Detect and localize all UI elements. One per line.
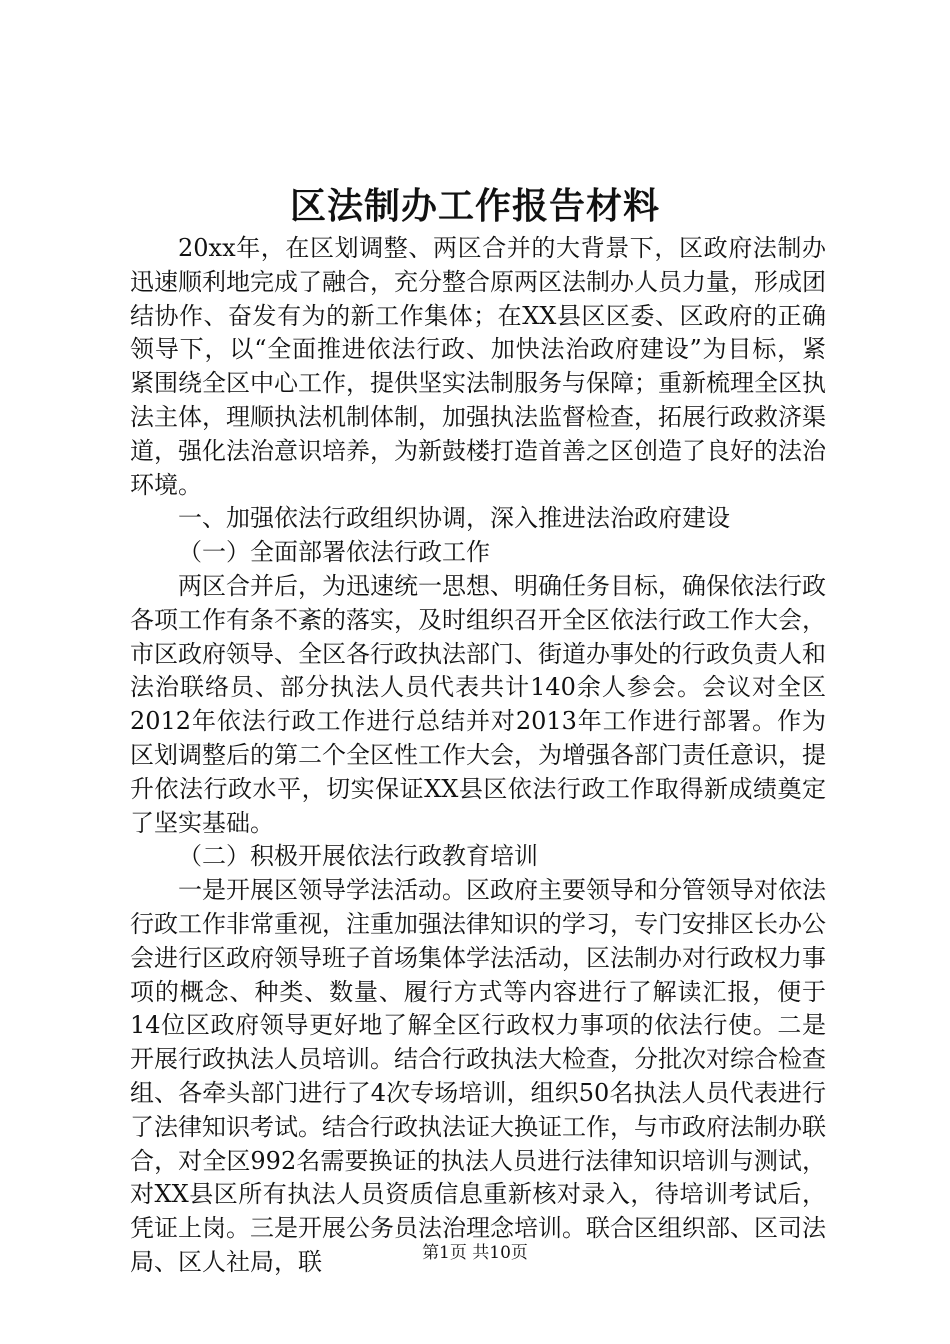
document-title: 区法制办工作报告材料 bbox=[289, 185, 660, 227]
paragraph-deployment: 两区合并后，为迅速统一思想、明确任务目标，确保依法行政各项工作有条不紊的落实，及时组织召开全区依法行政工作大会，市区政府领导、全区各行政执法部门、街道办事处的行政负责人和法治联络员、部分执法人员代表共计140余人参会。会议对全区2012年依法行政工作进行总结并对2013年工作进行部署。作为区划调整后的第二个全区性工作大会，为增强各部门责任意识，提升依法行政水平，切实保证XX县区依法行政工作取得新成绩奠定了坚实基础。 bbox=[130, 571, 826, 837]
document-body bbox=[130, 232, 826, 1280]
page-number-footer: 第1页 共10页 bbox=[422, 1243, 528, 1263]
subsection-heading-1: （一）全面部署依法行政工作 bbox=[178, 538, 490, 567]
subsection-heading-2: （二）积极开展依法行政教育培训 bbox=[178, 842, 538, 871]
paragraph-intro: 20xx年，在区划调整、两区合并的大背景下，区政府法制办迅速顺利地完成了融合，充分整合原两区法制办人员力量，形成团结协作、奋发有为的新工作集体；在XX县区区委、区政府的正确领导下，以“全面推进依法行政、加快法治政府建设”为目标，紧紧围绕全区中心工作，提供坚实法制服务与保障；重新梳理全区执法主体，理顺执法机制体制，加强执法监督检查，拓展行政救济渠道，强化法治意识培养，为新鼓楼打造首善之区创造了良好的法治环境。 bbox=[130, 234, 826, 499]
paragraph-training: 一是开展区领导学法活动。区政府主要领导和分管领导对依法行政工作非常重视，注重加强法律知识的学习，专门安排区长办公会进行区政府领导班子首场集体学法活动，区法制办对行政权力事项的概念、种类、数量、履行方式等内容进行了解读汇报，便于14位区政府领导更好地了解全区行政权力事项的依法行使。二是开展行政执法人员培训。结合行政执法大检查，分批次对综合检查组、各牵头部门进行了4次专场培训，组织50名执法人员代表进行了法律知识考试。结合行政执法证大换证工作，与市政府法制办联合，对全区992名需要换证的执法人员进行法律知识培训与测试，对XX县区所有执法人员资质信息重新核对录入，待培训考试后，凭证上岗。三是开展公务员法治理念培训。联合区组织部、区司法局、区人社局，联 bbox=[130, 876, 826, 1276]
section-heading-1: 一、加强依法行政组织协调，深入推进法治政府建设 bbox=[178, 504, 730, 533]
